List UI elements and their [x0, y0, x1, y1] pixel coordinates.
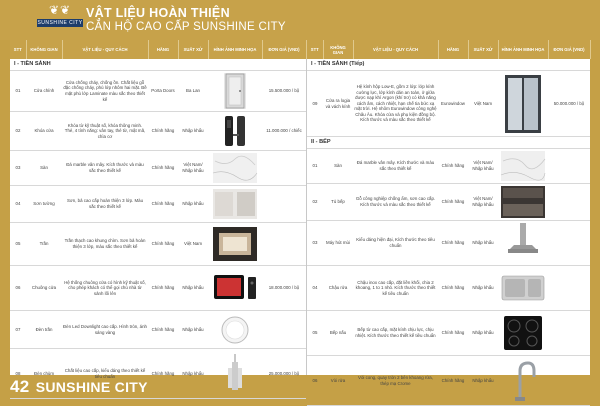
cell-price — [548, 266, 590, 311]
cell-desc: Hệ kính hộp Low-E, gồm 2 lớp: lớp kính cường lực, lớp kính dán an toàn, ở giữa được nạp khí Argon (khí trơ) có khả năng cách âm, cách nhiệt, hạn chế tia bức xạ mặt trời. Hệ nhôm Eurowindow công nghệ Châu Âu. Khóa cửa và phụ kiện đồng bộ. Kích thước và màu sắc theo thiết kế — [353, 71, 438, 137]
table-row — [10, 151, 306, 186]
cell-origin: Việt Nam — [178, 223, 208, 266]
cell-image — [498, 356, 548, 406]
cell-space: Sơn tường — [26, 186, 62, 223]
cell-space: Trần — [26, 223, 62, 266]
col-stt: STT — [10, 40, 26, 59]
page-subtitle: CĂN HỘ CAO CẤP SUNSHINE CITY — [86, 21, 286, 33]
section-row — [307, 59, 590, 71]
marble-image — [213, 153, 257, 183]
cell-space: Máy hút mùi — [323, 221, 353, 266]
cell-price — [548, 356, 590, 406]
cell-space: Đèn chùm — [26, 349, 62, 399]
cell-space: Tủ bếp — [323, 184, 353, 221]
cell-desc: Khóa từ kỹ thuật số, khóa thông minh. Thẻ, 4 tính năng: vân tay, thẻ từ, mật mã, chìa cơ — [62, 112, 148, 151]
cell-image — [208, 266, 262, 311]
table-row — [307, 184, 590, 221]
cell-desc: Đá marble vân mây. Kích thước và màu sắc theo thiết kế — [62, 151, 148, 186]
logo-mark: ❦❦ — [48, 3, 72, 17]
col-space: KHÔNG GIAN — [323, 40, 353, 59]
table-row — [10, 311, 306, 349]
cell-brand: Chính hãng — [438, 356, 468, 406]
cell-space: Cửa chính — [26, 71, 62, 112]
cell-price: 18.000.000 / bộ — [262, 266, 306, 311]
cooktop-image — [503, 315, 543, 351]
section-row — [10, 59, 306, 71]
cell-brand: Chính hãng — [148, 223, 178, 266]
cell-price — [262, 311, 306, 349]
cell-image — [498, 184, 548, 221]
cell-image — [208, 151, 262, 186]
page-title: VẬT LIỆU HOÀN THIỆN — [86, 6, 230, 20]
col-material: VẬT LIỆU - QUY CÁCH — [62, 40, 148, 59]
cell-price — [548, 311, 590, 356]
cell-price: 15.500.000 / bộ — [262, 71, 306, 112]
doorbell-image — [212, 271, 258, 305]
right-table-wrap — [307, 40, 590, 386]
cell-price: 50.000.000 / bộ — [548, 71, 590, 137]
section-title: II - BẾP — [307, 137, 590, 149]
cell-stt: 06 — [10, 266, 26, 311]
cell-desc: Trần thạch cao khung chìm. Sơn bả hoàn thiện 3 lớp, màu sắc theo thiết kế — [62, 223, 148, 266]
cell-brand: Chính hãng — [148, 311, 178, 349]
col-brand: HÃNG — [438, 40, 468, 59]
col-material: VẬT LIỆU - QUY CÁCH — [353, 40, 438, 59]
cell-stt: 03 — [307, 221, 323, 266]
materials-table-left — [10, 40, 307, 399]
cell-origin: Nhập khẩu — [178, 311, 208, 349]
cell-price — [262, 186, 306, 223]
col-origin: XUẤT XỨ — [178, 40, 208, 59]
cell-price: 25.000.000 / bộ — [262, 349, 306, 399]
cell-image — [208, 71, 262, 112]
cell-stt: 02 — [10, 112, 26, 151]
cell-price: 11.000.000 / chiếc — [262, 112, 306, 151]
cell-origin: Nhập khẩu — [468, 266, 498, 311]
faucet-image — [508, 359, 538, 403]
cell-origin: Nhập khẩu — [468, 311, 498, 356]
col-origin: XUẤT XỨ — [468, 40, 498, 59]
col-brand: HÃNG — [148, 40, 178, 59]
cell-brand: Chính hãng — [438, 184, 468, 221]
logo-brand: SUNSHINE CITY — [37, 20, 83, 26]
chandelier-image — [220, 354, 250, 394]
cell-origin: Nhập khẩu — [178, 349, 208, 399]
footer-brand — [10, 377, 148, 397]
header-bar — [0, 0, 600, 40]
section-title: I - TIỀN SẢNH — [10, 59, 306, 71]
table-row — [307, 356, 590, 406]
cell-desc: Đá marble vân mây. Kích thước và màu sắc theo thiết kế — [353, 149, 438, 184]
cell-image — [498, 71, 548, 137]
cell-desc: Vòi cong, quay tròn 2 bên khoang rửa, thép mạ Crome — [353, 356, 438, 406]
smart-lock-image — [220, 114, 250, 148]
cell-stt: 09 — [307, 71, 323, 137]
cell-brand: Chính hãng — [438, 221, 468, 266]
wall-paint-image — [213, 189, 257, 219]
cell-origin: Ba Lan — [178, 71, 208, 112]
cell-image — [498, 266, 548, 311]
section-title: I - TIỀN SẢNH (Tiếp) — [307, 59, 590, 71]
cell-origin: Việt Nam/ Nhập khẩu — [178, 151, 208, 186]
cell-brand: Chính hãng — [148, 151, 178, 186]
col-image: HÌNH ẢNH MINH HỌA — [208, 40, 262, 59]
materials-table-right — [307, 40, 591, 406]
table-row — [307, 71, 590, 137]
cell-desc: Gỗ công nghiệp chống ẩm, sơn cao cấp. Kích thước và màu sắc theo thiết kế — [353, 184, 438, 221]
cell-price — [262, 223, 306, 266]
range-hood-image — [506, 223, 540, 263]
cell-origin: Việt Nam/ Nhập khẩu — [468, 184, 498, 221]
cell-stt: 02 — [307, 184, 323, 221]
cell-desc: Sơn, bả cao cấp hoàn thiện 3 lớp. Màu sắc theo thiết kế — [62, 186, 148, 223]
ceiling-image — [213, 227, 257, 261]
cell-image — [498, 221, 548, 266]
cell-price — [548, 184, 590, 221]
cell-space: Cửa ra logia và vách kính — [323, 71, 353, 137]
cell-stt: 01 — [307, 149, 323, 184]
cell-brand: Chính hãng — [148, 349, 178, 399]
cell-stt: 07 — [10, 311, 26, 349]
cell-brand: Chính hãng — [148, 186, 178, 223]
cell-desc: Chậu inox cao cấp, đặt liền khối, chia 2 khoang, 1 to 1 nhỏ. Kích thước theo thiết kế tiêu chuẩn — [353, 266, 438, 311]
cell-space: Sàn — [26, 151, 62, 186]
cell-image — [498, 311, 548, 356]
col-stt: STT — [307, 40, 323, 59]
cell-price — [548, 221, 590, 266]
table-row — [10, 112, 306, 151]
cell-image — [498, 149, 548, 184]
table-row — [10, 71, 306, 112]
cell-brand: Chính hãng — [148, 112, 178, 151]
materials-panel — [10, 40, 590, 386]
cell-space: Sàn — [323, 149, 353, 184]
footer-brand-name: SUNSHINE CITY — [35, 379, 148, 395]
cell-brand: Chính hãng — [438, 149, 468, 184]
cell-origin: Nhập khẩu — [468, 221, 498, 266]
cell-image — [208, 186, 262, 223]
cell-space: Bếp nấu — [323, 311, 353, 356]
cell-stt: 01 — [10, 71, 26, 112]
cell-desc: Hệ thống chuông cửa có hình kỹ thuật số, cho phép khách có thể gọi chủ nhà từ sảnh lối lên — [62, 266, 148, 311]
cell-image — [208, 311, 262, 349]
cell-origin: Việt Nam — [468, 71, 498, 137]
window-image — [504, 74, 542, 134]
sink-image — [501, 273, 545, 303]
table-row — [10, 186, 306, 223]
col-space: KHÔNG GIAN — [26, 40, 62, 59]
page-number: 42 — [10, 377, 30, 396]
cell-space: Đèn trần — [26, 311, 62, 349]
table-row — [10, 266, 306, 311]
cell-space: Chậu rửa — [323, 266, 353, 311]
col-price: ĐƠN GIÁ (VND) — [262, 40, 306, 59]
cell-brand: Chính hãng — [438, 311, 468, 356]
cell-origin: Nhập khẩu — [178, 112, 208, 151]
cell-brand: Chính hãng — [438, 266, 468, 311]
cell-stt: 08 — [10, 349, 26, 399]
cell-stt: 06 — [307, 356, 323, 406]
cell-space: Chuông cửa — [26, 266, 62, 311]
cell-price — [262, 151, 306, 186]
door-image — [224, 73, 246, 109]
downlight-image — [219, 314, 251, 346]
table-row — [10, 223, 306, 266]
cell-stt: 04 — [10, 186, 26, 223]
table-row — [307, 266, 590, 311]
cell-desc: Đèn Led Downlight cao cấp. Hình tròn, ánh sáng vàng — [62, 311, 148, 349]
brand-logo — [37, 4, 83, 36]
col-image: HÌNH ẢNH MINH HỌA — [498, 40, 548, 59]
cell-desc: Cửa chống cháy, chống ồn. Chất liệu gỗ đặc chống cháy, phủ lớp nhôm hai mặt. Bề mặt phủ lớp Laminate màu sắc theo thiết kế — [62, 71, 148, 112]
table-row — [307, 221, 590, 266]
cell-image — [208, 349, 262, 399]
cell-desc: Bếp từ cao cấp, mặt kính chịu lực, chịu nhiệt. Kích thước theo thiết kế tiêu chuẩn — [353, 311, 438, 356]
cell-origin: Nhập khẩu — [178, 186, 208, 223]
table-row — [307, 149, 590, 184]
cell-brand: Porta Doors — [148, 71, 178, 112]
section-row — [307, 137, 590, 149]
table-row — [307, 311, 590, 356]
left-table-wrap — [10, 40, 307, 379]
cell-desc: Chất liệu cao cấp, kiểu dáng theo thiết kế tiêu chuẩn — [62, 349, 148, 399]
cell-price — [548, 149, 590, 184]
cell-brand: Eurowindow — [438, 71, 468, 137]
cell-space: Vòi rửa — [323, 356, 353, 406]
cell-space: Khóa cửa — [26, 112, 62, 151]
kitchen-cabinet-image — [501, 186, 545, 218]
cell-stt: 05 — [10, 223, 26, 266]
table-header-row — [10, 40, 306, 59]
table-header-row — [307, 40, 590, 59]
cell-image — [208, 112, 262, 151]
cell-stt: 04 — [307, 266, 323, 311]
cell-stt: 05 — [307, 311, 323, 356]
col-price: ĐƠN GIÁ (VND) — [548, 40, 590, 59]
cell-brand: Chính hãng — [148, 266, 178, 311]
cell-origin: Nhập khẩu — [468, 356, 498, 406]
cell-origin: Việt Nam/ Nhập khẩu — [468, 149, 498, 184]
cell-image — [208, 223, 262, 266]
cell-origin: Nhập khẩu — [178, 266, 208, 311]
cell-desc: Kiểu dáng hiện đại, Kích thước theo tiêu chuẩn — [353, 221, 438, 266]
cell-stt: 03 — [10, 151, 26, 186]
marble-image — [501, 151, 545, 181]
